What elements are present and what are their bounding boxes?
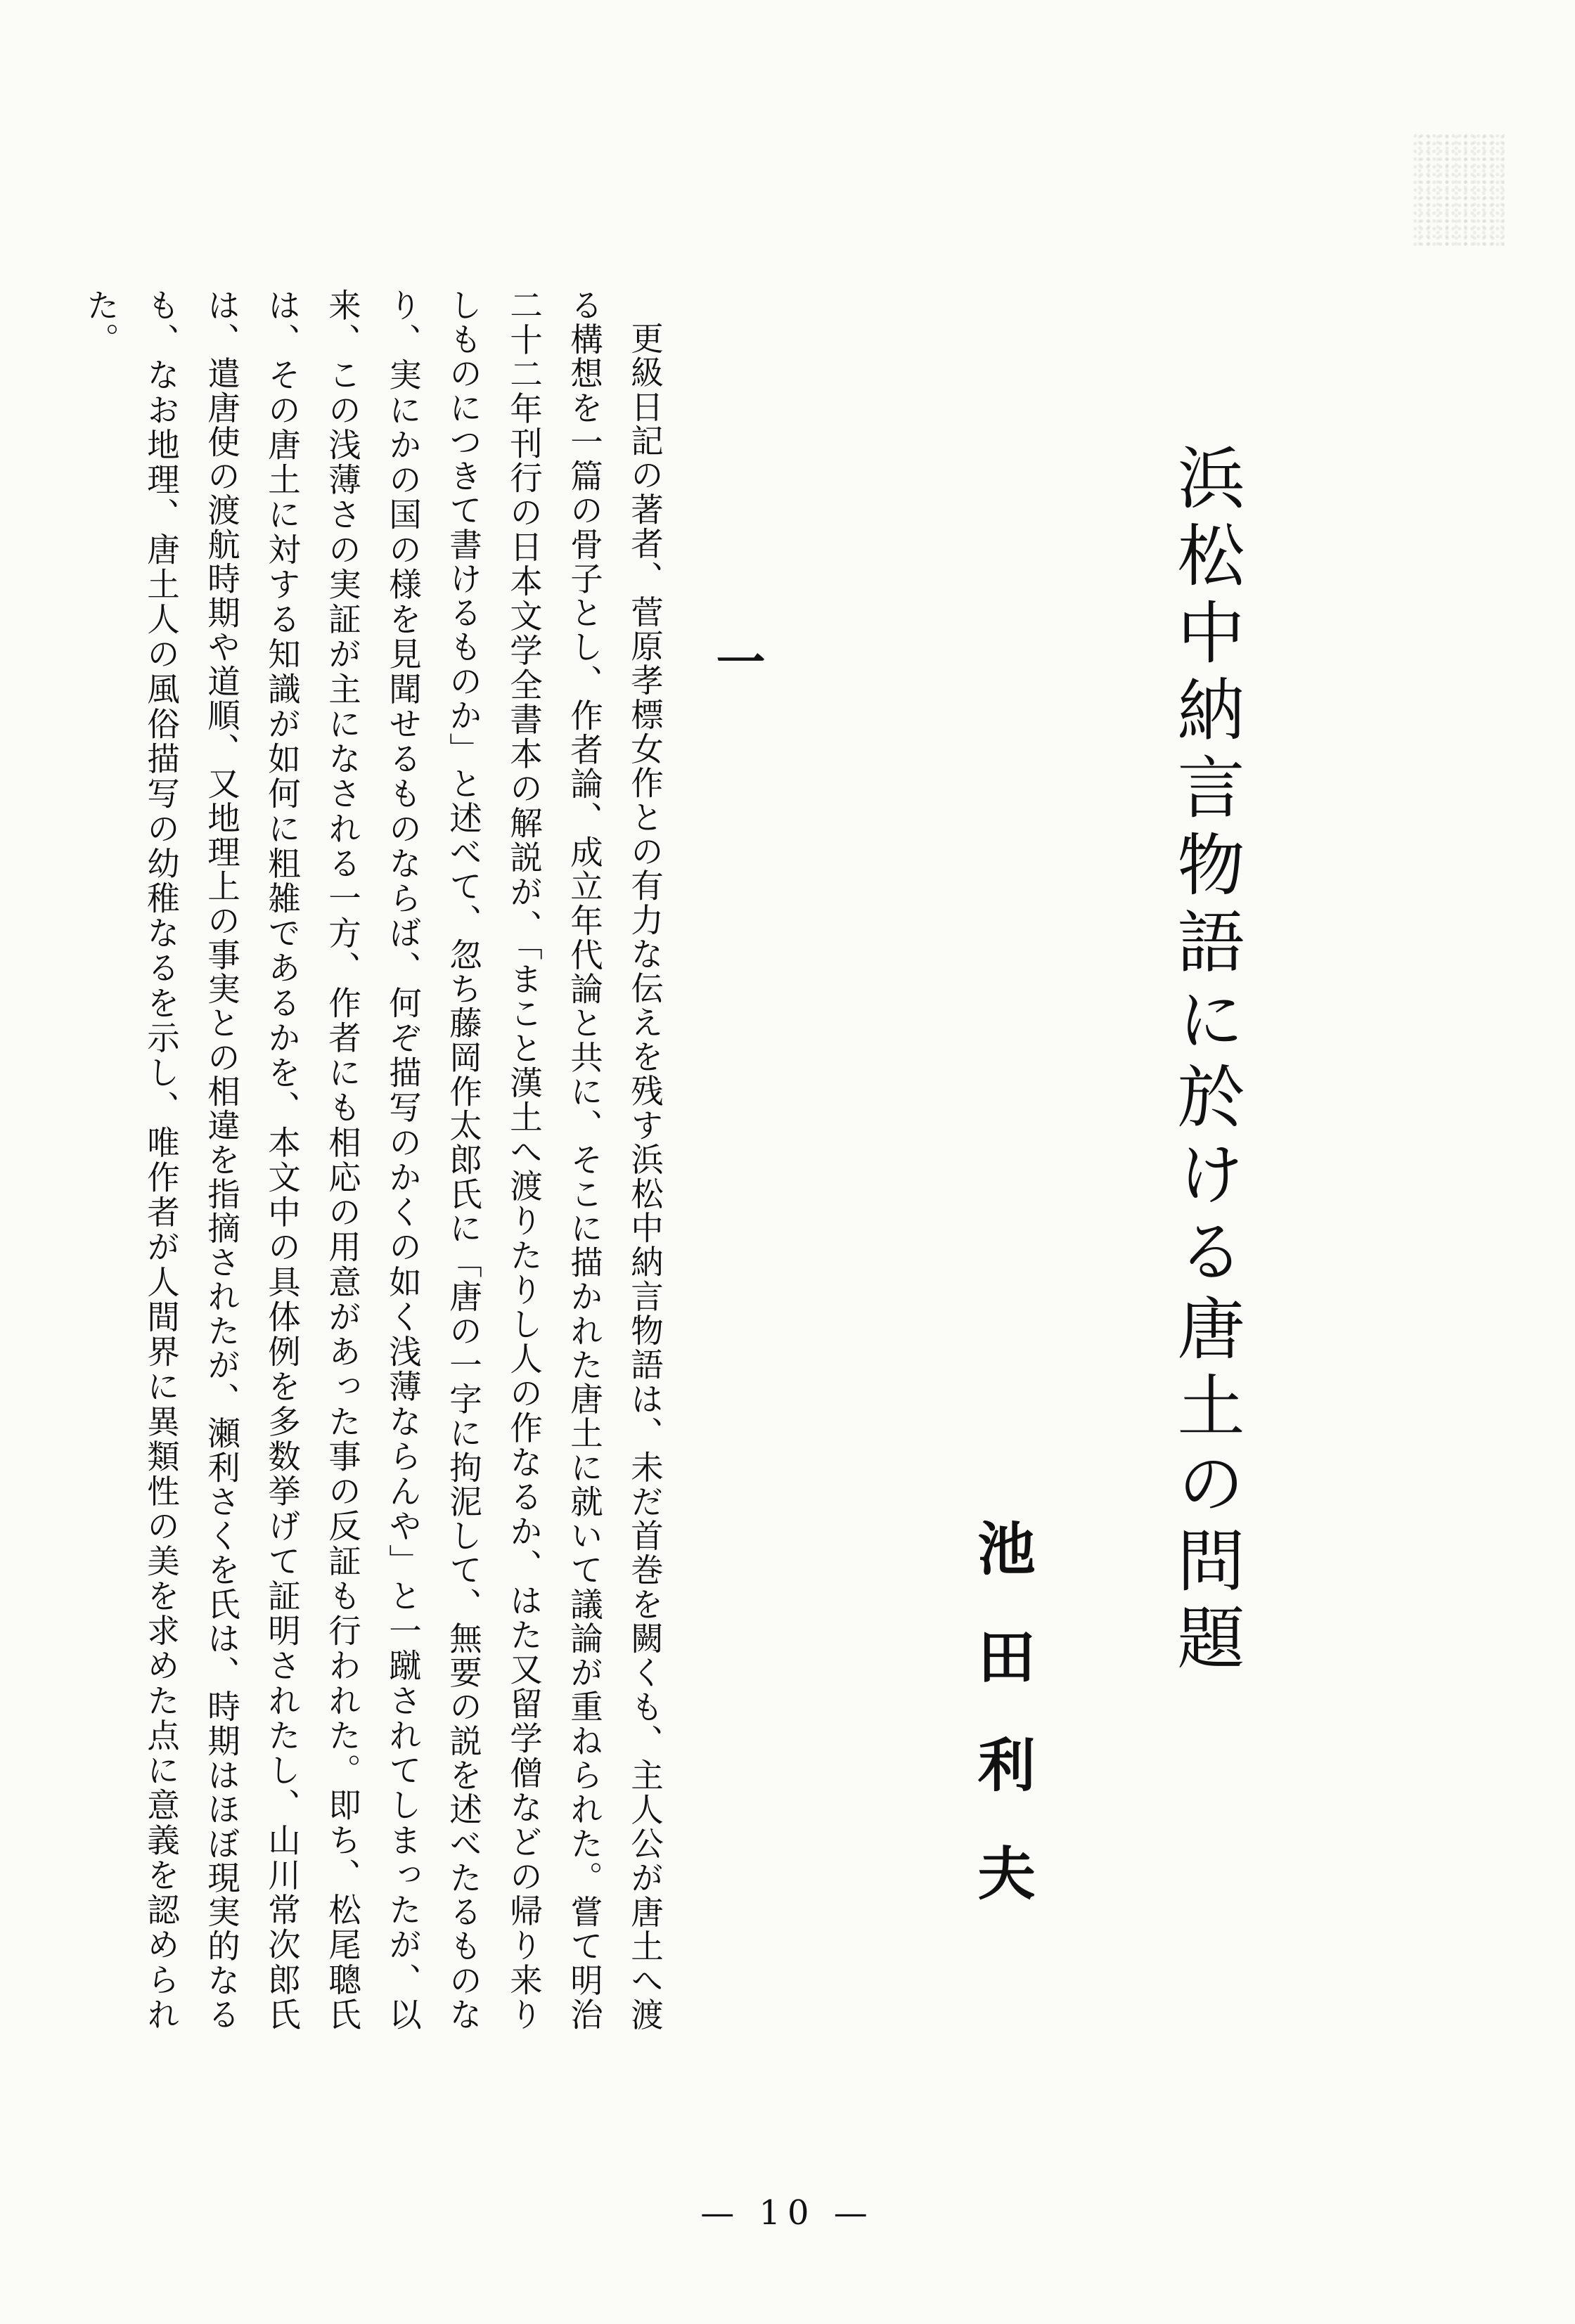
paper-speckle bbox=[1413, 134, 1505, 246]
page-number: — 10 — bbox=[700, 2193, 875, 2233]
author-name: 池田利夫 bbox=[968, 1518, 1036, 1951]
body-paragraph: 更級日記の著者、菅原孝標女作との有力な伝えを残す浜松中納言物語は、未だ首巻を闕くも、主人公が唐土へ渡る構想を一篇の骨子とし、作者論、成立年代論と共に、そこに描かれた唐土に就いて議論が重ねられた。嘗て明治二十二年刊行の日本文学全書本の解説が、「まこと漢土へ渡りたりし人の作なるか、はた又留学僧などの帰り来りしものにつきて書けるものか」と述べて、忽ち藤岡作太郎氏に「唐の一字に拘泥して、無要の説を述べたるものなり、実にかの国の様を見聞せるものならば、何ぞ描写のかくの如く浅薄ならんや」と一蹴されてしまったが、以来、この浅薄さの実証が主になされる一方、作者にも相応の用意があった事の反証も行われた。即ち、松尾聰氏は、その唐土に対する知識が如何に粗雑であるかを、本文中の具体例を多数挙げて証明されたし、山川常次郎氏は、遣唐使の渡航時期や道順、又地理上の事実との相違を指摘されたが、瀬利さくを氏は、時期はほぼ現実的なるも、なお地理、唐土人の風俗描写の幼稚なるを示し、唯作者が人間界に異類性の美を求めた点に意義を認められた。 bbox=[82, 288, 664, 2032]
body-text bbox=[82, 288, 675, 2032]
article-title: 浜松中納言物語に於ける唐土の問題 bbox=[1166, 443, 1245, 1680]
section-number: 一 bbox=[708, 636, 766, 685]
